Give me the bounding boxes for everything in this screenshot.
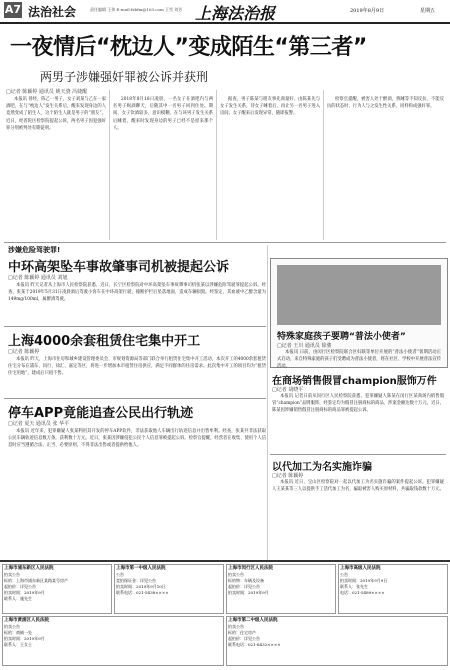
notice-block: 上海市闵行区人民法院 拍卖公告 标的物：车辆及设备 起拍价：详见公告 拍卖时间：2019年9月 (226, 564, 336, 614)
story2-headline: 中环高架坠车事故肇事司机被提起公诉 (8, 260, 230, 275)
editor-line: 责任编辑 王伟 E-mail:fzbfm@163.com 王雪 刘芳 (90, 7, 183, 12)
story5-byline: □记者 胡晓平 (272, 387, 304, 393)
story2-kicker: 涉嫌危险驾驶罪! (8, 246, 61, 254)
story3-headline: 上海4000余套租赁住宅集中开工 (8, 334, 201, 349)
story3-body: 本报讯 昨天，上海市住房和城乡建设管理委员会、市规划资源局等部门联合举行租赁住宅集中开工活动，本次开工的4000余套租赁住宅分布在浦东、闵行、徐汇、嘉定等区，将进一步增加本市租赁住房供应，满足不同群体的住房需求。此次集中开工的项目均为“租赁住宅用地”，建成后只租不售。 (8, 357, 266, 377)
story2-byline: □记者 陈颖婷 通讯员 刘旭 (8, 275, 68, 281)
feature-body: 本报讯 日前，由闵行区检察院联合区妇联等单位开展的“普法小使者”暑期活动正式启动，来自特殊家庭的孩子们受聘成为普法小使者，将在社区、学校中开展普法宣传活动。 (277, 350, 441, 370)
issue-weekday: 星期五 (420, 8, 436, 14)
notice-block: 上海市高级人民法院 公告 拍卖时间：2019年9月9日 联系人：张先生 电话：021-5489×××× (338, 564, 448, 614)
legal-notices-section (0, 560, 450, 670)
issue-date: 2019年8月9日 (350, 8, 385, 14)
story5-body: 本报讯 记者日前从闵行区人民检察院获悉，犯罪嫌疑人陈某在闵行区某商场内销售假冒“champion”品牌服饰，经鉴定均为假冒注册商标的商品，涉案金额达数十万元。近日，陈某因涉嫌销售假冒注册商标的商品罪被提起公诉。 (272, 394, 444, 414)
story4-byline: □记者 夏天 通讯员 张 华平 (8, 421, 70, 427)
story3-byline: □记者 陈颖婷 (8, 349, 40, 355)
notice-block: 上海市第二中级人民法院 拍卖公告 标的：住宅房产 起拍价：详见公告 联系电话：021-6432×××× (226, 616, 448, 666)
lead-column-2: 2018年8月18日凌晨，一名女子在酒吧内与两名男子喝酒聊天，后随其中一名男子回到住处。期间，女子饮酒较多，意识模糊，在与该男子发生关系后睡着，醒来时发现身边的男子已经不是原来那个人。 (113, 97, 213, 131)
feature-title: 特殊家庭孩子要聘“普法小使者” (277, 332, 406, 342)
story6-byline: □记者 陈颖婷 (272, 473, 304, 479)
notice-block: 上海市第一中级人民法院 公告 竞拍保证金：详见公告 拍卖时间：2019年9月10日 联系电话：021-5438×××× (114, 564, 224, 614)
page-number-badge: A7 (4, 3, 22, 16)
lead-byline: □记者 陈颖婷 通讯员 姚天骁 冯婕醒 (6, 89, 88, 95)
feature-box (270, 258, 448, 368)
story6-headline: 以代加工为名实施诈骗 (272, 462, 372, 473)
section-title: 法治社会 (28, 5, 77, 19)
story6-body: 本报讯 近日，宝山区检察院对一起以代加工为名实施诈骗的案件提起公诉。犯罪嫌疑人王某某等三人以提供手工活代加工为名，骗取被害人购买原材料，共骗取钱款数十万元。 (272, 480, 444, 493)
feature-byline: □记者 王川 通讯员 徐骏 (277, 343, 332, 349)
feature-photo (277, 265, 441, 325)
story5-headline: 在商场销售假冒champion服饰万件 (272, 376, 437, 387)
page-header (0, 0, 450, 24)
story4-headline: 停车APP竟能追查公民出行轨迹 (8, 406, 194, 421)
lead-column-4: 检察官提醒，被害人处于醉酒、熟睡等不知反抗、不能反抗的状态时，行为人与之发生性关系，同样构成强奸罪。 (327, 97, 444, 110)
lead-column-3: 据查，男子陈某与朋友事先商量好，由陈某先与女子发生关系，待女子睡着后，再让另一名男子进入房间。女子醒来后发现异常，随即报警。 (220, 97, 320, 117)
story2-body: 本报讯 昨天记者从上海市人民检察院获悉，近日，长宁区检察院对中环高架坠车事故肇事司机张某以涉嫌危险驾驶罪提起公诉。经查，张某于2019年5月31日凌晨酒后驾驶小客车在中环高架行驶，撞断护栏后坠落地面，造成车辆损毁。经鉴定，其血液中乙醇含量为149mg/100ml，属醉酒驾驶。 (8, 283, 266, 303)
notice-block: 上海市黄浦区人民法院 拍卖公告 标的：商铺一处 拍卖时间：2019年9月 联系人：王女士 (2, 616, 224, 666)
lead-subhead: 两男子涉嫌强奸罪被公诉并获刑 (40, 70, 209, 84)
masthead-logo: 上海法治报 (195, 4, 276, 23)
story4-body: 本报讯 近年来，犯罪嫌疑人张某利用其开发的停车APP软件，非法获取他人车辆出行轨迹信息并出售牟利。经查，张某共非法获取公民车辆轨迹信息数万条，获利数十万元。近日，张某因涉嫌侵犯公民个人信息罪被提起公诉。检察官提醒，经营者在收集、使用个人信息时应当遵循合法、正当、必要原则，不得非法出售或者提供给他人。 (8, 429, 266, 449)
lead-headline: 一夜情后“枕边人”变成陌生“第三者” (10, 35, 367, 60)
lead-column-1: 本报讯 曾经，陈乙一男子，女子刘某与乙在一家酒吧，在与“枕边人”发生关系后，醒来发现身边的人竟然变成了陌生人，这个陌生人就是男子的“朋友”。近日，经普陀区检察院提起公诉，两名男子因犯强奸罪分别被判处有期徒刑。 (6, 97, 106, 131)
notice-block: 上海市浦东新区人民法院 拍卖公告 标的：上海市浦东新区某路某号房产 起拍价：详见公告 拍卖时间：2019年9月 联系人：施先生 (2, 564, 112, 614)
